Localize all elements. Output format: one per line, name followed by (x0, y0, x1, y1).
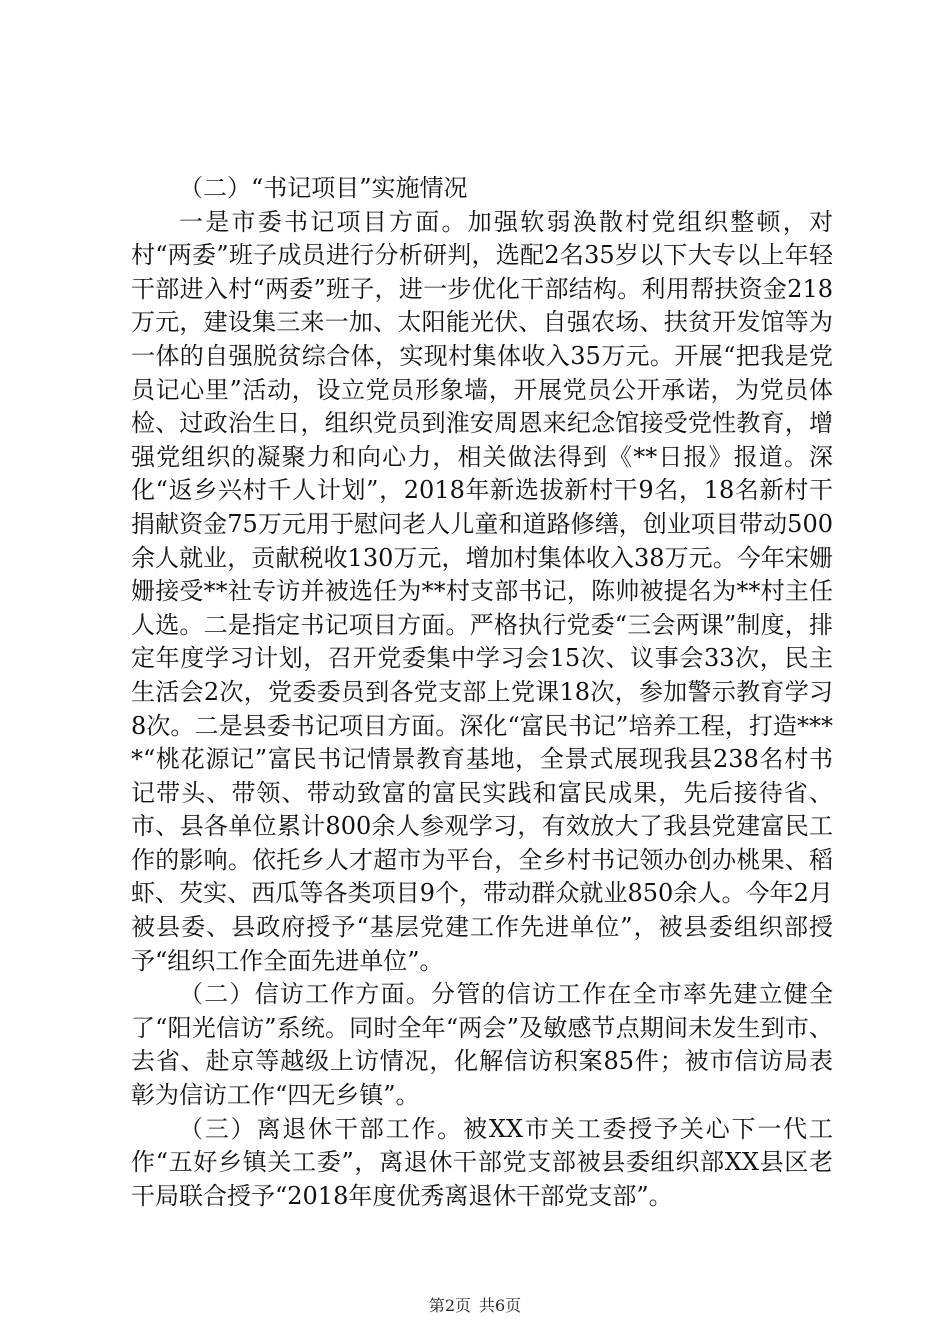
paragraph-secretary-projects: 一是市委书记项目方面。加强软弱涣散村党组织整顿，对村“两委”班子成员进行分析研判，选配2名35岁以下大专以上年轻干部进入村“两委”班子，进一步优化干部结构。利用帮扶资金218万元，建设集三来一加、太阳能光伏、自强农场、扶贫开发馆等为一体的自强脱贫综合体，实现村集体收入35万元。开展“把我是党员记心里”活动，设立党员形象墙，开展党员公开承诺，为党员体检、过政治生日，组织党员到淮安周恩来纪念馆接受党性教育，增强党组织的凝聚力和向心力，相关做法得到《**日报》报道。深化“返乡兴村千人计划”，2018年新选拔新村干9名，18名新村干捐献资金75万元用于慰问老人儿童和道路修缮，创业项目带动500余人就业，贡献税收130万元，增加村集体收入38万元。今年宋姗姗接受**社专访并被选任为**村支部书记，陈帅被提名为**村主任人选。二是指定书记项目方面。严格执行党委“三会两课”制度，排定年度学习计划，召开党委集中学习会15次、议事会33次，民主生活会2次，党委委员到各党支部上党课18次，参加警示教育学习8次。二是县委书记项目方面。深化“富民书记”培养工程，打造****“桃花源记”富民书记情景教育基地，全景式展现我县238名村书记带头、带领、带动致富的富民实践和富民成果，先后接待省、市、县各单位累计800余人参观学习，有效放大了我县党建富民工作的影响。依托乡人才超市为平台，全乡村书记领办创办桃果、稻虾、芡实、西瓜等各类项目9个，带动群众就业850余人。今年2月被县委、县政府授予“基层党建工作先进单位”，被县委组织部授予“组织工作全面先进单位”。 (131, 207, 833, 975)
section-heading-secretary-projects: （二）“书记项目”实施情况 (179, 174, 468, 202)
paragraph-petition-work: （二）信访工作方面。分管的信访工作在全市率先建立健全了“阳光信访”系统。同时全年“两会”及敏感节点期间未发生到市、去省、赴京等越级上访情况，化解信访积案85件；被市信访局表彰为信访工作“四无乡镇”。 (131, 980, 833, 1110)
page-footer (0, 1296, 950, 1316)
page-number: 第2页 (428, 1296, 471, 1315)
document-body (131, 172, 833, 1213)
paragraph-retired-cadres: （三）离退休干部工作。被XX市关工委授予关心下一代工作“五好乡镇关工委”，离退休干部党支部被县委组织部XX县区老干局联合授予“2018年度优秀离退休干部党支部”。 (131, 1114, 833, 1210)
page-total: 共6页 (479, 1296, 522, 1315)
